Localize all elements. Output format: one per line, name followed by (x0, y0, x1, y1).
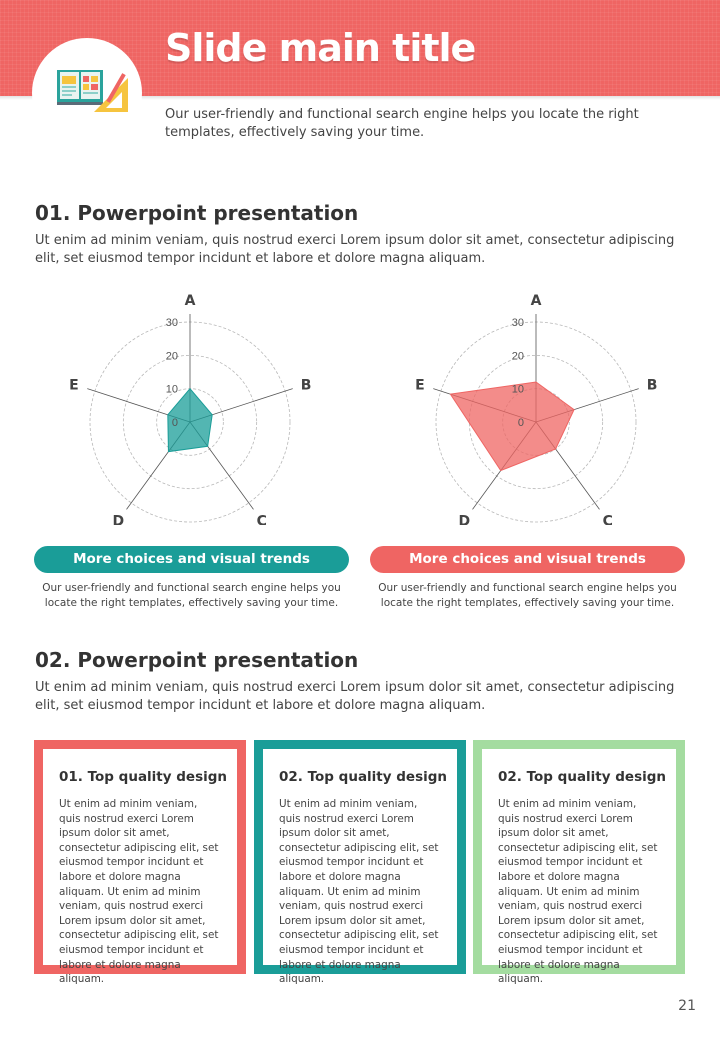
radar-tick-label: 0 (517, 417, 524, 429)
section-1-title: 01. Powerpoint presentation (35, 201, 359, 225)
chart-right-caption: Our user-friendly and functional search engine helps you locate the right templates, effectively saving your time. (378, 582, 677, 609)
radar-axis-label: C (256, 513, 267, 525)
chart-right-pill: More choices and visual trends (370, 546, 685, 573)
radar-axis-label: E (69, 377, 79, 394)
card-text: Ut enim ad minim veniam, quis nostrud exerci Lorem ipsum dolor sit amet, consectetur adipiscing elit, set eiusmod tempor incidunt et labore et dolore magna aliquam. Ut enim ad minim veniam, quis nostrud exerci Lorem ipsum dolor sit amet, consectetur adipiscing elit, set eiusmod tempor incidunt et labore et dolore magna aliquam. (498, 798, 658, 986)
page-number: 21 (678, 998, 696, 1014)
radar-axis-label: A (184, 293, 196, 309)
card-title: 01. Top quality design (59, 769, 228, 785)
radar-tick-label: 20 (511, 350, 524, 363)
feature-card-1 (34, 740, 246, 986)
radar-axis-label: A (530, 293, 542, 309)
section-2-title: 02. Powerpoint presentation (35, 648, 359, 672)
book-and-ruler-icon (54, 66, 134, 116)
radar-axis-label: D (112, 513, 125, 525)
radar-tick-label: 30 (511, 317, 524, 329)
section-2-text: Ut enim ad minim veniam, quis nostrud exerci Lorem ipsum dolor sit amet, consectetur adipiscing elit, set eiusmod tempor incidunt et labore et dolore magna aliquam. (35, 680, 675, 713)
radar-axis-label: B (646, 377, 658, 394)
radar-axis-label: B (300, 377, 312, 394)
radar-chart-left (40, 290, 340, 525)
page-title: Slide main title (165, 26, 476, 70)
card-title: 02. Top quality design (498, 769, 667, 785)
radar-axis-label: E (415, 377, 425, 394)
page-subtitle: Our user-friendly and functional search engine helps you locate the right templates, effectively saving your time. (165, 107, 639, 140)
feature-card-2 (254, 740, 466, 986)
chart-left-caption: Our user-friendly and functional search engine helps you locate the right templates, effectively saving your time. (42, 582, 341, 609)
card-text: Ut enim ad minim veniam, quis nostrud exerci Lorem ipsum dolor sit amet, consectetur adipiscing elit, set eiusmod tempor incidunt et labore et dolore magna aliquam. Ut enim ad minim veniam, quis nostrud exerci Lorem ipsum dolor sit amet, consectetur adipiscing elit, set eiusmod tempor incidunt et labore et dolore magna aliquam. (59, 798, 219, 986)
card-title: 02. Top quality design (279, 769, 448, 785)
section-1-text: Ut enim ad minim veniam, quis nostrud exerci Lorem ipsum dolor sit amet, consectetur adipiscing elit, set eiusmod tempor incidunt et labore et dolore magna aliquam. (35, 233, 675, 266)
card-text: Ut enim ad minim veniam, quis nostrud exerci Lorem ipsum dolor sit amet, consectetur adipiscing elit, set eiusmod tempor incidunt et labore et dolore magna aliquam. Ut enim ad minim veniam, quis nostrud exerci Lorem ipsum dolor sit amet, consectetur adipiscing elit, set eiusmod tempor incidunt et labore et dolore magna aliquam. (279, 798, 439, 986)
chart-left-pill: More choices and visual trends (34, 546, 349, 573)
radar-axis-label: D (458, 513, 471, 525)
radar-tick-label: 30 (165, 317, 178, 329)
radar-tick-label: 20 (165, 350, 178, 363)
radar-tick-label: 0 (171, 417, 178, 429)
radar-tick-label: 10 (511, 383, 524, 396)
feature-card-3 (473, 740, 685, 986)
radar-tick-label: 10 (165, 383, 178, 396)
radar-axis-label: C (602, 513, 613, 525)
radar-chart-right (386, 290, 686, 525)
